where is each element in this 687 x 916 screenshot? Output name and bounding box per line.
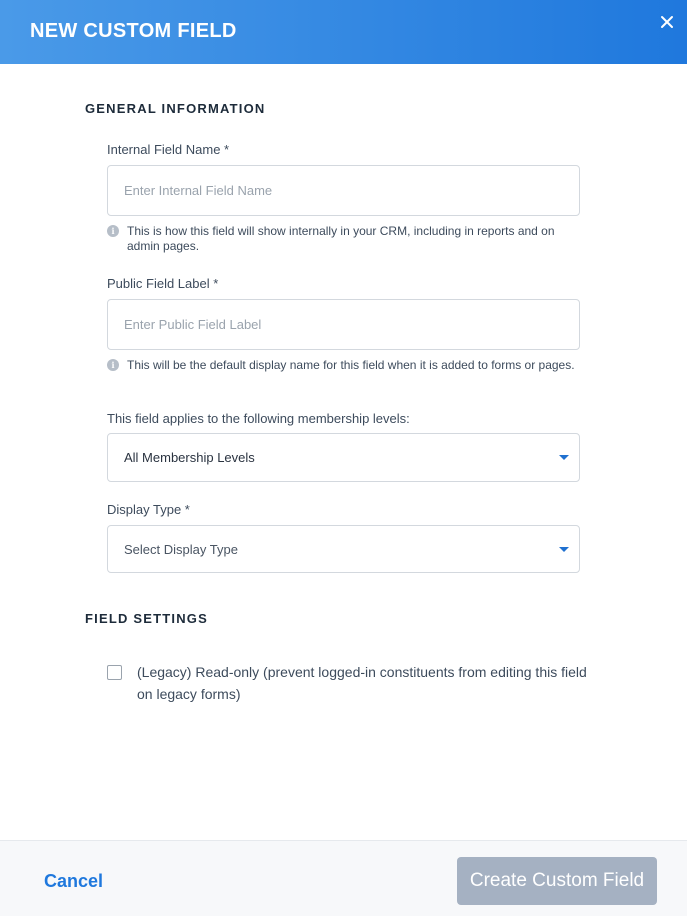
close-button[interactable] (655, 10, 679, 34)
cancel-button[interactable]: Cancel (44, 871, 104, 891)
display-type-label: Display Type * (107, 502, 190, 517)
membership-levels-select[interactable] (107, 433, 580, 482)
info-icon: i (107, 225, 119, 237)
hint-text: This will be the default display name for this field when it is added to forms or pages. (127, 358, 575, 372)
modal-footer (0, 840, 687, 916)
general-information-heading: GENERAL INFORMATION (85, 101, 266, 116)
internal-field-name-label: Internal Field Name * (107, 142, 230, 157)
modal-header (0, 0, 687, 64)
display-type-select[interactable] (107, 525, 580, 573)
info-icon: i (107, 359, 119, 371)
readonly-checkbox-label[interactable]: (Legacy) Read-only (prevent logged-in constituents from editing this field on legacy forms) (137, 664, 587, 702)
close-icon[interactable] (660, 15, 674, 29)
internal-field-name-input[interactable] (107, 165, 580, 216)
public-field-label-hint (107, 358, 582, 373)
create-custom-field-button[interactable]: Create Custom Field (457, 857, 657, 905)
chevron-down-icon (559, 455, 569, 460)
modal-title: NEW CUSTOM FIELD (30, 20, 237, 42)
membership-levels-label: This field applies to the following membership levels: (107, 411, 410, 426)
hint-text: This is how this field will show internally in your CRM, including in reports and on admin pages. (127, 224, 555, 253)
public-field-label-input[interactable] (107, 299, 580, 350)
public-field-label-label: Public Field Label * (107, 276, 219, 291)
field-settings-heading: FIELD SETTINGS (85, 611, 208, 626)
internal-field-name-hint (107, 224, 582, 254)
membership-levels-value: All Membership Levels (124, 450, 255, 465)
chevron-down-icon (559, 547, 569, 552)
readonly-checkbox-row[interactable] (107, 661, 587, 705)
readonly-checkbox[interactable] (107, 665, 122, 680)
display-type-value: Select Display Type (124, 541, 238, 557)
